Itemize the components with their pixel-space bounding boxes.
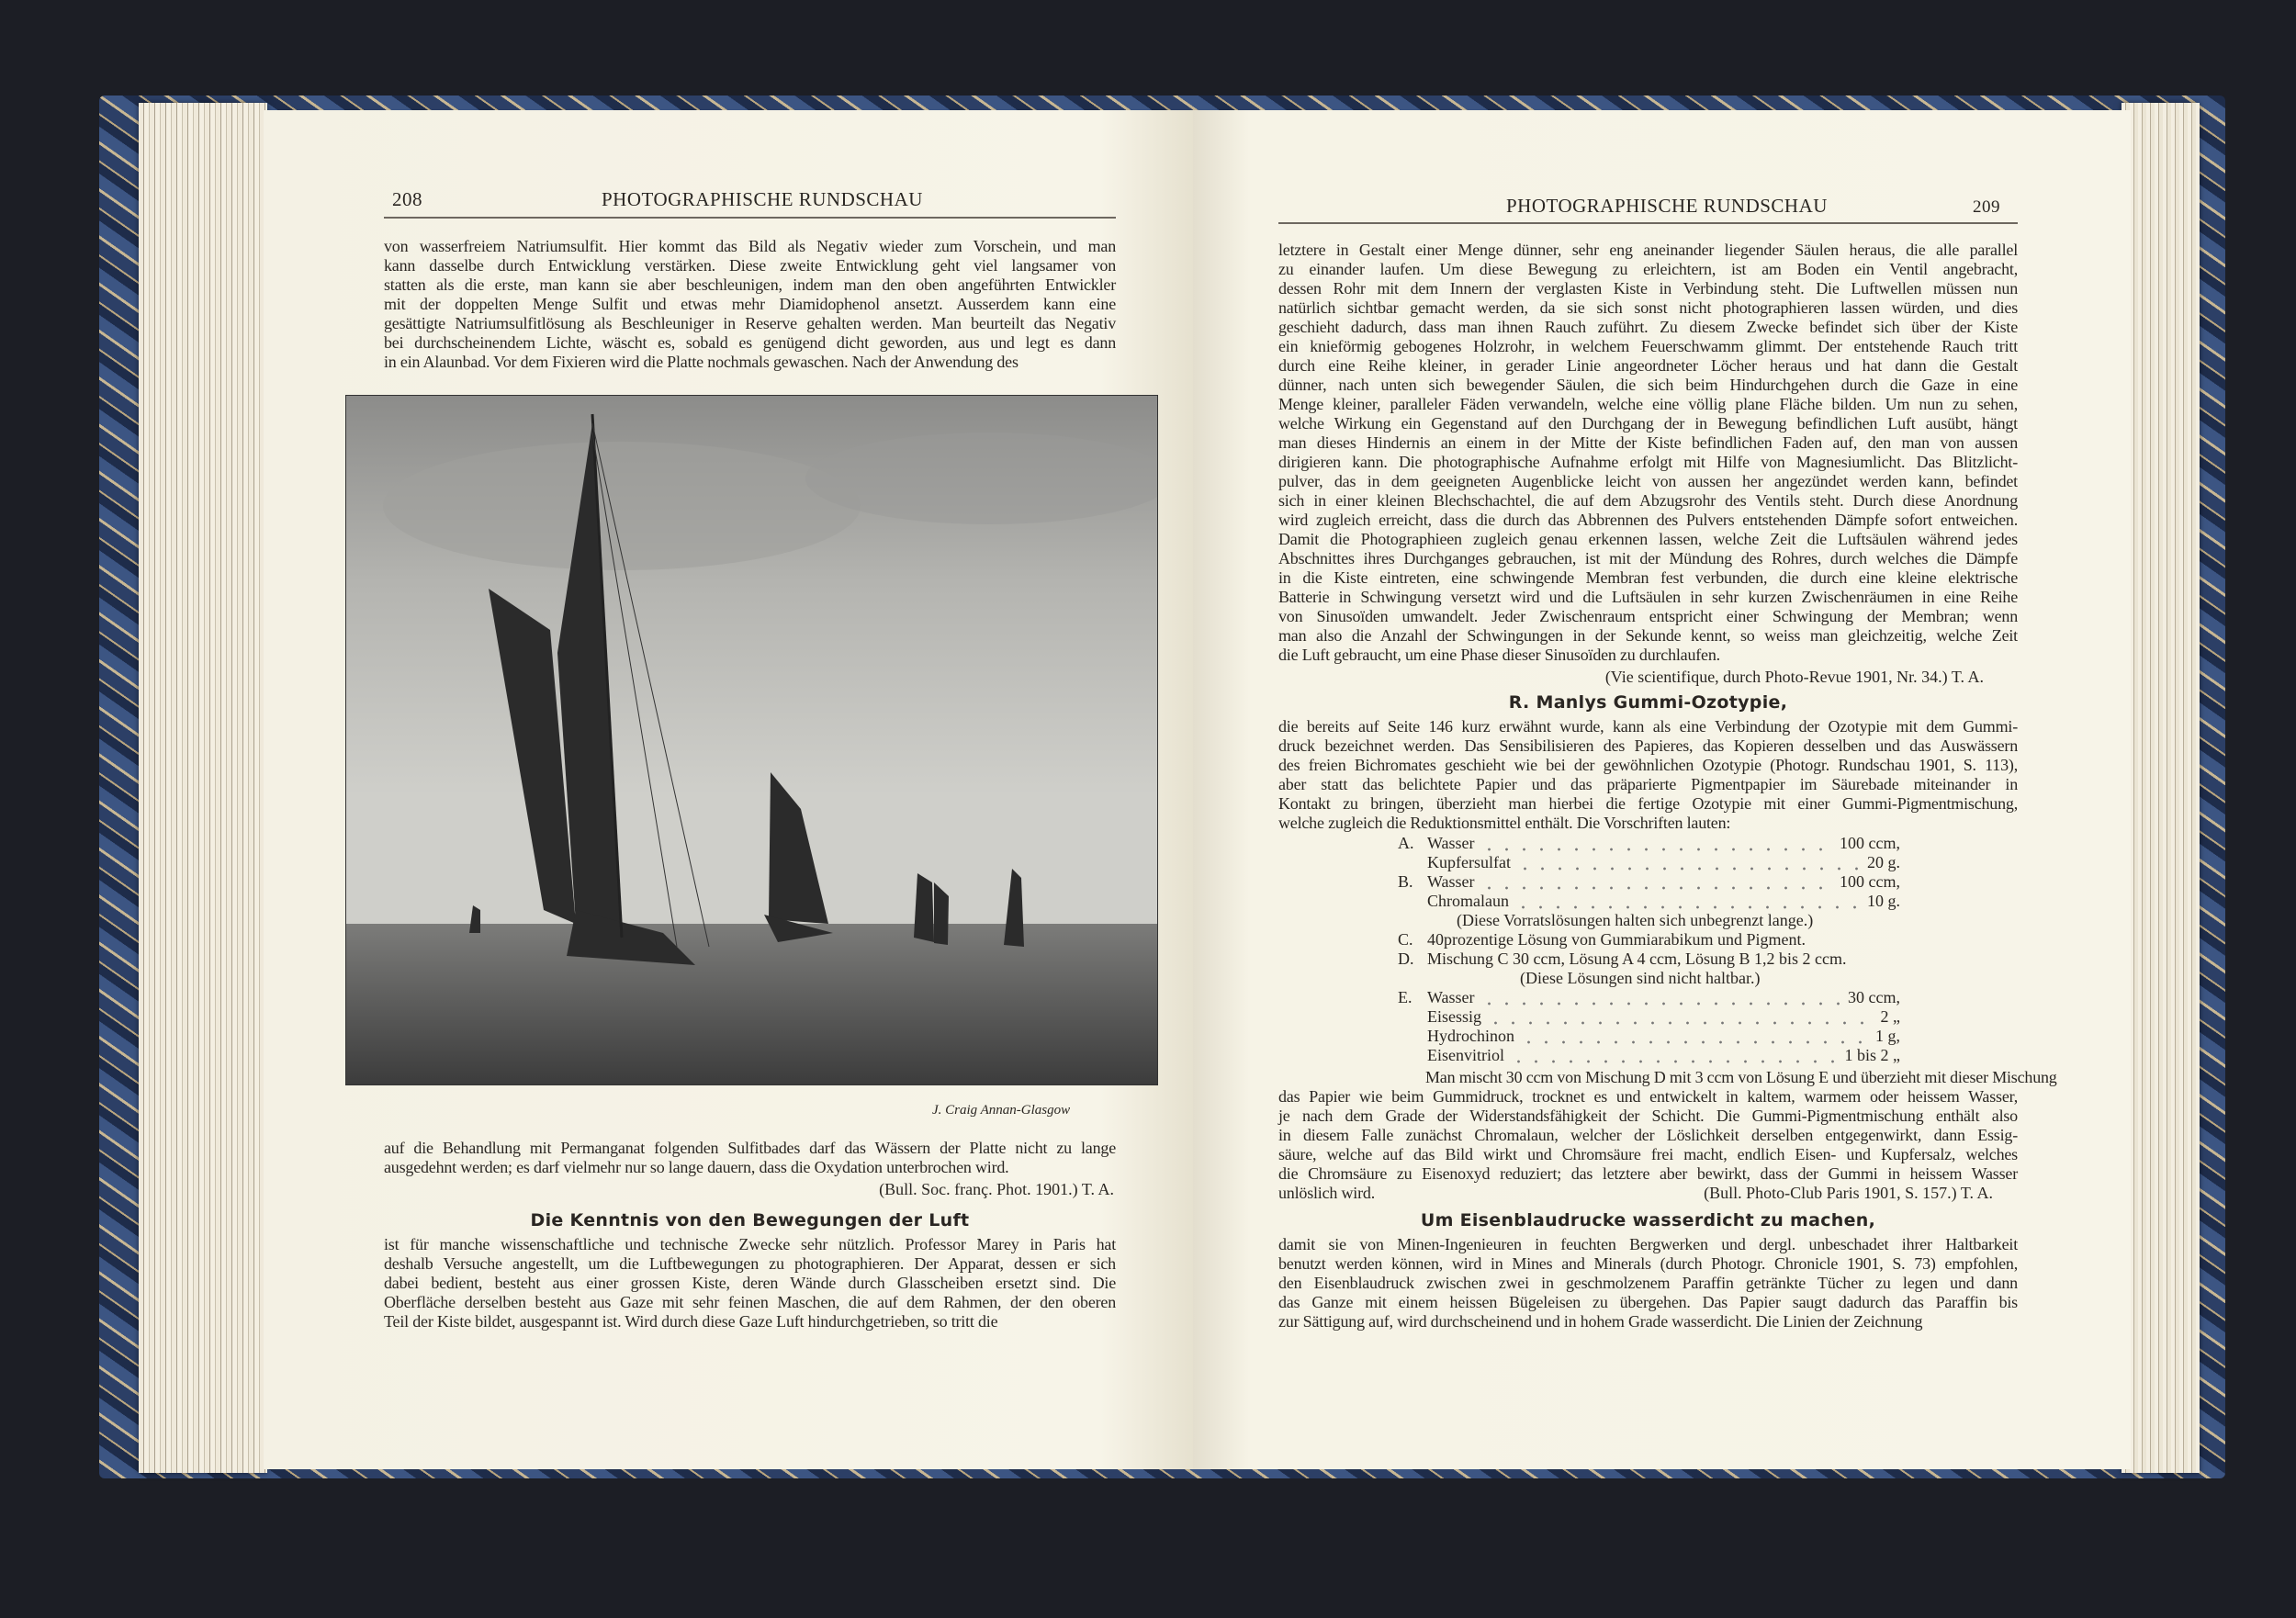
header-rule-left	[384, 217, 1116, 219]
text-line: statten als die erste, man kann sie aber beschleunigen, indem man den oben angeführten Entwickler	[384, 275, 1116, 294]
ingredient-name: Wasser	[1427, 834, 1475, 852]
dot-leader	[1520, 1027, 1870, 1046]
recipe-row	[1398, 1027, 1900, 1046]
text-line: mit der doppelten Menge Sulfit und etwas mehr Diamidophenol ansetzt. Ausserdem kann eine	[384, 295, 1116, 313]
text-line: man also die Anzahl der Schwingungen in der Sekunde kennt, so weiss man gleichzeitig, welche Zeit	[1278, 626, 2018, 645]
page-number-left: 208	[392, 188, 422, 210]
recipe-row	[1520, 969, 1760, 988]
header-rule-right	[1278, 222, 2018, 224]
text-line: Abschnittes ihres Durchganges gebrauchen, ist mit der Mündung des Rohres, durch welches die Dämpfe	[1278, 549, 2018, 567]
recipe-row	[1398, 892, 1900, 911]
text-line: deshalb Versuche angestellt, um die Luftbewegungen zu photographieren. Der Apparat, dessen er sich	[384, 1254, 1116, 1273]
text-line: druck bezeichnet werden. Das Sensibilisieren des Papieres, das Kopieren desselben und das Auswässern	[1278, 736, 2018, 755]
recipe-label: D.	[1398, 949, 1414, 968]
ingredient-amount: 100 ccm,	[1840, 872, 1900, 891]
text-line: von Sinusoïden umwandelt. Jeder Zwischenraum entspricht einer Schwingung der Membran; wenn	[1278, 607, 2018, 625]
recipe-label: A.	[1398, 834, 1414, 852]
text-line: natürlich sichtbar gemacht werden, da sie sich sonst nicht photographieren lassen würden, und dies	[1278, 298, 2018, 317]
text-line: in die Kiste eintreten, eine schwingende Membran fest verbunden, die durch eine kleine elektrische	[1278, 568, 2018, 587]
ingredient-name: Kupfersulfat	[1427, 853, 1511, 871]
recipe-row	[1398, 1007, 1900, 1027]
text-line: kann dasselbe durch Entwicklung verstärken. Diese zweite Entwicklung geht viel langsamer von	[384, 256, 1116, 275]
text-line: das Papier wie beim Gummidruck, trocknet es und entwickelt in kaltem, warmem oder heissem Wasser,	[1278, 1087, 2018, 1106]
text-line: dabei bedient, besteht aus einer grossen Kiste, deren Wände durch Glasscheiben ersetzt sind. Die	[384, 1274, 1116, 1292]
ingredient-name: Hydrochinon	[1427, 1027, 1514, 1045]
recipe-note: (Diese Lösungen sind nicht haltbar.)	[1520, 969, 1761, 987]
citation-left: (Bull. Soc. franç. Phot. 1901.) T. A.	[879, 1180, 1114, 1198]
text-line: Damit die Photographieen zugleich genau erkennen lassen, welche Zeit die Luftsäulen während jedes	[1278, 530, 2018, 548]
text-line: in diesem Falle zunächst Chromalaun, welcher der Löslichkeit derselben entgegenwirkt, dann Essig-	[1278, 1126, 2018, 1144]
recipe-label: C.	[1398, 930, 1413, 949]
text-line: ausgedehnt werden; es darf vielmehr nur so lange dauern, dass die Oxydation unterbrochen wird.	[384, 1158, 1009, 1176]
text-line: man dieses Hindernis an einem in der Mitte der Kiste befindlichen Faden auf, den man von aussen	[1278, 433, 2018, 452]
recipe-row	[1398, 949, 1930, 969]
text-line: in ein Alaunbad. Vor dem Fixieren wird die Platte nochmals gewaschen. Nach der Anwendung des	[384, 353, 1019, 371]
running-head-left: PHOTOGRAPHISCHE RUNDSCHAU	[602, 188, 923, 210]
recipe-note: (Diese Vorratslösungen halten sich unbegrenzt lange.)	[1457, 911, 1814, 929]
text-line: durch eine Reihe kleiner, in gerader Linie angeordneter Löcher heraus und hat dann die Gestalt	[1278, 356, 2018, 375]
text-line: ist für manche wissenschaftliche und technische Zwecke sehr nützlich. Professor Marey in Paris hat	[384, 1235, 1116, 1253]
text-line: von wasserfreiem Natriumsulfit. Hier kommt das Bild als Negativ wieder zum Vorschein, und man	[384, 237, 1116, 255]
ozotypie-text	[1278, 717, 2018, 833]
ingredient-amount: 10 g.	[1867, 892, 1900, 910]
recipe-row	[1398, 1046, 1900, 1065]
text-line: die Luft gebraucht, um eine Phase dieser Sinusoïden zu durchlaufen.	[1278, 646, 1720, 664]
citation-right-1: (Vie scientifique, durch Photo-Revue 1901, Nr. 34.) T. A.	[1604, 668, 1984, 686]
recipe-row	[1398, 930, 1930, 949]
text-line: dünner, nach unten sich bewegender Säulen, die sich beim Hindurchgehen durch die Gaze in eine	[1278, 376, 2018, 394]
citation-right-2: (Bull. Photo-Club Paris 1901, S. 157.) T. A.	[1704, 1184, 1993, 1202]
mixing-text	[1278, 1068, 2057, 1203]
left-after-text	[384, 1139, 1116, 1177]
text-line: damit sie von Minen-Ingenieuren in feuchten Bergwerken und dergl. unbeschadet ihrer Haltbarkeit	[1278, 1235, 2018, 1253]
running-head-right: PHOTOGRAPHISCHE RUNDSCHAU	[1506, 195, 1828, 217]
dot-leader	[1480, 834, 1834, 853]
photo-caption: J. Craig Annan-Glasgow	[932, 1103, 1071, 1118]
ingredient-amount: 1 bis 2 „	[1844, 1046, 1900, 1064]
recipe-row	[1398, 872, 1900, 892]
text-line: bei durchscheinendem Lichte, wäscht es, sobald es genügend dicht geworden, aus und legt es dann	[384, 333, 1116, 352]
recipe-row	[1398, 988, 1900, 1007]
text-line: Menge kleiner, paralleler Fäden verwandeln, welche eine völlig plane Fläche bilden. Um nun zu sehen,	[1278, 395, 2018, 413]
recipe-label: E.	[1398, 988, 1412, 1006]
dot-leader	[1516, 853, 1862, 872]
text-line: zur Sättigung auf, wird durchscheinend und in hohem Grade wasserdicht. Die Linien der Zeichnung	[1278, 1312, 1923, 1331]
ingredient-name: Eisessig	[1427, 1007, 1482, 1026]
section-heading-ozotypie: R. Manlys Gummi-Ozotypie,	[1508, 692, 1788, 713]
section-heading-eisenblau: Um Eisenblaudrucke wasserdicht zu machen,	[1420, 1210, 1876, 1230]
text-line: Batterie in Schwingung versetzt wird und die Luftsäulen in sehr kurzen Zwischenräumen in eine Reihe	[1278, 588, 2018, 606]
text-line: zu einander laufen. Um diese Bewegung zu erleichtern, ist am Boden ein Ventil angebracht,	[1278, 260, 2018, 278]
text-line: ein knieförmig gebogenes Holzrohr, in welchem Feuerschwamm glimmt. Der entstehende Rauch tritt	[1278, 337, 2018, 355]
text-line: das Ganze mit einem heissen Bügeleisen zu übergehen. Das Papier saugt dadurch das Paraffin bis	[1278, 1293, 2018, 1311]
ingredient-amount: 1 g,	[1875, 1027, 1900, 1045]
recipe-row	[1457, 911, 1813, 930]
text-line: letztere in Gestalt einer Menge dünner, sehr eng aneinander liegender Säulen heraus, die alle parallel	[1278, 241, 2018, 259]
text-line: benutzt werden können, wird in Mines and Minerals (durch Photogr. Chronicle 1901, S. 73) empfohlen,	[1278, 1254, 2018, 1273]
dot-leader	[1510, 1046, 1840, 1065]
text-line: dirigieren kann. Die photographische Aufnahme erfolgt mit Hilfe von Magnesiumlicht. Das Blitzlicht-	[1278, 453, 2018, 471]
text-line: Kontakt zu bringen, überzieht man hierbei die fertige Ozotypie mit einer Gummi-Pigmentmischung,	[1278, 794, 2018, 813]
text-line: die bereits auf Seite 146 kurz erwähnt wurde, kann als eine Verbindung der Ozotypie mit dem Gummi-	[1278, 717, 2018, 736]
text-line: wird zugleich erreicht, dass die durch das Abbrennen des Pulvers entstehenden Dämpfe sofort entweichen.	[1278, 511, 2018, 529]
page-stack-left	[139, 103, 267, 1473]
text-line: Oberfläche derselben besteht aus Gaze mit sehr feinen Maschen, die auf dem Rahmen, der den oberen	[384, 1293, 1116, 1311]
text-line: den Eisenblaudruck zwischen zwei in geschmolzenem Paraffin getränkte Tücher zu legen und dann	[1278, 1274, 2018, 1292]
left-section-text	[384, 1235, 1116, 1331]
dot-leader	[1487, 1007, 1874, 1027]
dot-leader	[1514, 892, 1862, 911]
text-line: des freien Bichromates geschieht wie bei der gewöhnlichen Ozotypie (Photogr. Rundschau 1901, S. 113),	[1278, 756, 2018, 774]
text-line: aber statt das belichtete Papier und das präparierte Pigmentpapier im Säurebade miteinander in	[1278, 775, 2018, 793]
text-line: die Chromsäure zu Eisenoxyd reduziert; das letztere aber bewirkt, dass der Gummi in heissem Wasser	[1278, 1164, 2018, 1183]
dot-leader	[1480, 872, 1834, 892]
ingredient-amount: 2 „	[1880, 1007, 1900, 1026]
eisenblau-text	[1278, 1235, 2018, 1331]
section-heading-luft: Die Kenntnis von den Bewegungen der Luft	[530, 1210, 970, 1230]
text-line: je nach dem Grade der Widerstandsfähigkeit der Schicht. Die Gummi-Pigmentmischung enthält also	[1278, 1107, 2018, 1125]
ingredient-name: Wasser	[1427, 872, 1475, 891]
recipe-row	[1398, 853, 1900, 872]
text-line: welche zugleich die Reduktionsmittel enthält. Die Vorschriften lauten:	[1278, 814, 1731, 832]
recipe-text: 40prozentige Lösung von Gummiarabikum und Pigment.	[1427, 930, 1806, 949]
text-line: geschieht dadurch, dass man ihnen Rauch zuführt. Zu diesem Zwecke befindet sich über der Kiste	[1278, 318, 2018, 336]
dot-leader	[1480, 988, 1842, 1007]
ingredient-amount: 30 ccm,	[1848, 988, 1900, 1006]
ingredient-amount: 20 g.	[1867, 853, 1900, 871]
text-line: gesättigte Natriumsulfitlösung als Beschleuniger in Reserve gehalten werden. Man beurteilt das Negativ	[384, 314, 1116, 332]
sailing-boats-photograph	[345, 395, 1158, 1085]
ingredient-amount: 100 ccm,	[1840, 834, 1900, 852]
text-line: auf die Behandlung mit Permanganat folgenden Sulfitbades darf das Wässern der Platte nicht zu lange	[384, 1139, 1116, 1157]
recipe-row	[1398, 834, 1900, 853]
ingredient-name: Chromalaun	[1427, 892, 1509, 910]
recipe-label: B.	[1398, 872, 1413, 891]
text-line: pulver, das in dem geeigneten Augenblicke leicht von aussen her angezündet werden kann, befindet	[1278, 472, 2018, 490]
left-top-text	[384, 237, 1116, 372]
text-line: säure, welche auf das Bild wirkt und Chromsäure frei macht, endlich Eisen- und Kupfersalz, welches	[1278, 1145, 2018, 1163]
recipe-text: Mischung C 30 ccm, Lösung A 4 ccm, Lösung B 1,2 bis 2 ccm.	[1427, 949, 1847, 968]
text-line: Teil der Kiste bildet, ausgespannt ist. Wird durch diese Gaze Luft hindurchgetrieben, so tritt die	[384, 1312, 998, 1331]
text-line: welche Wirkung ein Gegenstand auf den Durchgang der in Bewegung befindlichen Luft ausübt, hängt	[1278, 414, 2018, 433]
page-stack-right	[2122, 103, 2200, 1473]
text-line: Man mischt 30 ccm von Mischung D mit 3 ccm von Lösung E und überzieht mit dieser Mischung	[1425, 1068, 2057, 1086]
text-line: unlöslich wird.	[1278, 1184, 1375, 1202]
text-line: sich in einer kleinen Blechschachtel, die auf dem Abzugsrohr des Ventils steht. Durch diese Anordnung	[1278, 491, 2018, 510]
ingredient-name: Wasser	[1427, 988, 1475, 1006]
ingredient-name: Eisenvitriol	[1427, 1046, 1504, 1064]
page-number-right: 209	[1973, 197, 2000, 217]
text-line: dessen Rohr mit dem Innern der verglasten Kiste in Verbindung steht. Die Luftwellen müssen nun	[1278, 279, 2018, 298]
right-main-text	[1278, 241, 2018, 665]
